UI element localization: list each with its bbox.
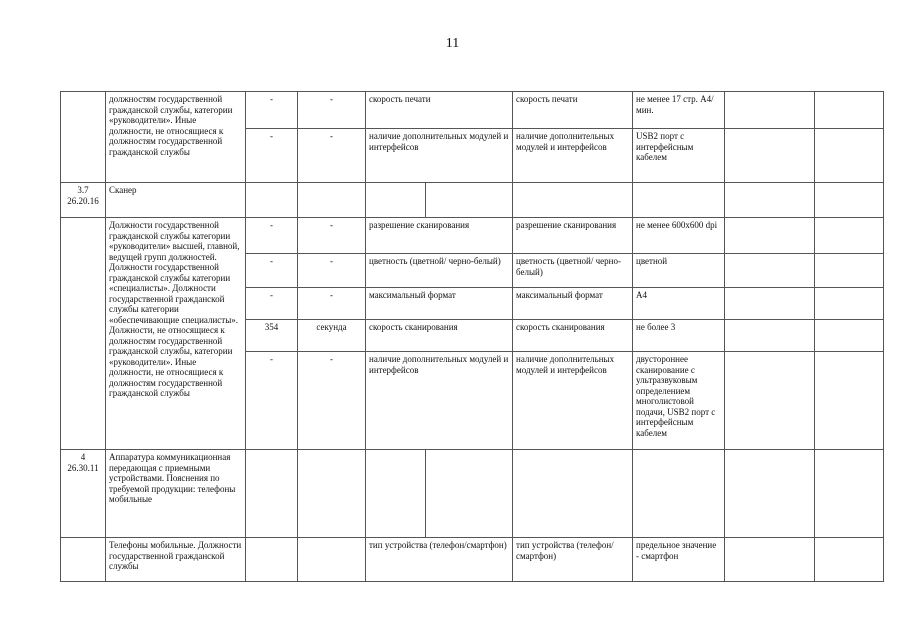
category-cell: Должности государственной гражданской службы категории «руководители» высшей, главной, ведущей групп должностей. Должности государственной гражданской службы категории «специалисты». Должности государственной гражданской службы категории «обеспечивающие специалисты». Должности, не относящиеся к должностям государственной гражданской службы, категории «руководители». Иные должности, не относящиеся к должностям государственной гражданской службы <box>106 218 246 450</box>
characteristic-cell: разрешение сканирования <box>366 218 513 254</box>
code-cell <box>246 538 298 582</box>
empty-cell <box>815 450 884 538</box>
characteristic-cell: скорость печати <box>366 92 513 129</box>
empty-cell <box>725 538 815 582</box>
row-number-cell <box>61 183 106 218</box>
value-cell: USB2 порт с интерфейсным кабелем <box>633 129 725 183</box>
product-name-cell: Сканер <box>106 183 246 218</box>
empty-cell <box>513 450 633 538</box>
empty-cell <box>725 218 815 254</box>
empty-cell <box>426 183 513 218</box>
value-cell: цветной <box>633 254 725 288</box>
empty-cell <box>725 288 815 320</box>
value-cell: предельное значение - смартфон <box>633 538 725 582</box>
empty-cell <box>815 92 884 129</box>
characteristic-approved-cell: наличие дополнительных модулей и интерфейсов <box>513 352 633 450</box>
empty-cell <box>815 183 884 218</box>
value-cell: не менее 600x600 dpi <box>633 218 725 254</box>
code-cell: - <box>246 218 298 254</box>
empty-cell <box>815 538 884 582</box>
empty-cell <box>246 450 298 538</box>
unit-cell: - <box>298 92 366 129</box>
unit-cell: секунда <box>298 320 366 352</box>
empty-cell <box>815 352 884 450</box>
unit-cell: - <box>298 254 366 288</box>
characteristic-cell: наличие дополнительных модулей и интерфейсов <box>366 352 513 450</box>
characteristic-cell: цветность (цветной/ черно-белый) <box>366 254 513 288</box>
unit-cell <box>298 538 366 582</box>
table-row <box>61 218 884 254</box>
value-cell: не менее 17 стр. А4/мин. <box>633 92 725 129</box>
empty-cell <box>725 183 815 218</box>
requirements-table <box>60 91 884 582</box>
unit-cell: - <box>298 352 366 450</box>
code-cell: 354 <box>246 320 298 352</box>
empty-cell <box>815 320 884 352</box>
value-cell: не более 3 <box>633 320 725 352</box>
category-cell: должностям государственной гражданской службы, категории «руководители». Иные должности, не относящиеся к должностям государственной гражданской службы <box>106 92 246 183</box>
table-row <box>61 450 884 538</box>
characteristic-cell: наличие дополнительных модулей и интерфейсов <box>366 129 513 183</box>
empty-cell <box>366 183 426 218</box>
product-name-cell: Аппаратура коммуникационная передающая с приемными устройствами. Пояснения по требуемой продукции: телефоны мобильные <box>106 450 246 538</box>
table-row <box>61 538 884 582</box>
empty-cell <box>725 129 815 183</box>
row-number-cell <box>61 92 106 183</box>
unit-cell: - <box>298 218 366 254</box>
unit-cell: - <box>298 129 366 183</box>
code-cell: - <box>246 92 298 129</box>
empty-cell <box>246 183 298 218</box>
empty-cell <box>815 129 884 183</box>
empty-cell <box>633 183 725 218</box>
category-cell: Телефоны мобильные. Должности государственной гражданской службы <box>106 538 246 582</box>
code-cell: - <box>246 254 298 288</box>
characteristic-approved-cell: максимальный формат <box>513 288 633 320</box>
row-number-cell <box>61 218 106 450</box>
empty-cell <box>426 450 513 538</box>
unit-cell: - <box>298 288 366 320</box>
code-cell: - <box>246 129 298 183</box>
item-number: 4 <box>80 452 86 462</box>
empty-cell <box>366 450 426 538</box>
empty-cell <box>815 254 884 288</box>
characteristic-approved-cell: разрешение сканирования <box>513 218 633 254</box>
value-cell: А4 <box>633 288 725 320</box>
characteristic-cell: тип устройства (телефон/смартфон) <box>366 538 513 582</box>
code-cell: - <box>246 288 298 320</box>
item-number: 3.7 <box>77 185 89 195</box>
characteristic-approved-cell: тип устройства (телефон/ смартфон) <box>513 538 633 582</box>
table-row <box>61 183 884 218</box>
empty-cell <box>633 450 725 538</box>
page-number: 11 <box>445 36 460 51</box>
characteristic-approved-cell: цветность (цветной/ черно-белый) <box>513 254 633 288</box>
empty-cell <box>725 92 815 129</box>
empty-cell <box>725 254 815 288</box>
row-number-cell <box>61 450 106 538</box>
characteristic-cell: скорость сканирования <box>366 320 513 352</box>
value-cell: двустороннее сканирование с ультразвуковым определением многолистовой подачи, USB2 порт с интерфейсным кабелем <box>633 352 725 450</box>
empty-cell <box>815 288 884 320</box>
empty-cell <box>298 450 366 538</box>
empty-cell <box>513 183 633 218</box>
okpd-code: 26.30.11 <box>67 462 99 473</box>
characteristic-approved-cell: скорость печати <box>513 92 633 129</box>
empty-cell <box>725 352 815 450</box>
table-row <box>61 92 884 129</box>
code-cell: - <box>246 352 298 450</box>
okpd-code: 26.20.16 <box>67 195 99 206</box>
characteristic-approved-cell: наличие дополнительных модулей и интерфейсов <box>513 129 633 183</box>
empty-cell <box>298 183 366 218</box>
row-number-cell <box>61 538 106 582</box>
empty-cell <box>815 218 884 254</box>
characteristic-approved-cell: скорость сканирования <box>513 320 633 352</box>
empty-cell <box>725 320 815 352</box>
characteristic-cell: максимальный формат <box>366 288 513 320</box>
empty-cell <box>725 450 815 538</box>
